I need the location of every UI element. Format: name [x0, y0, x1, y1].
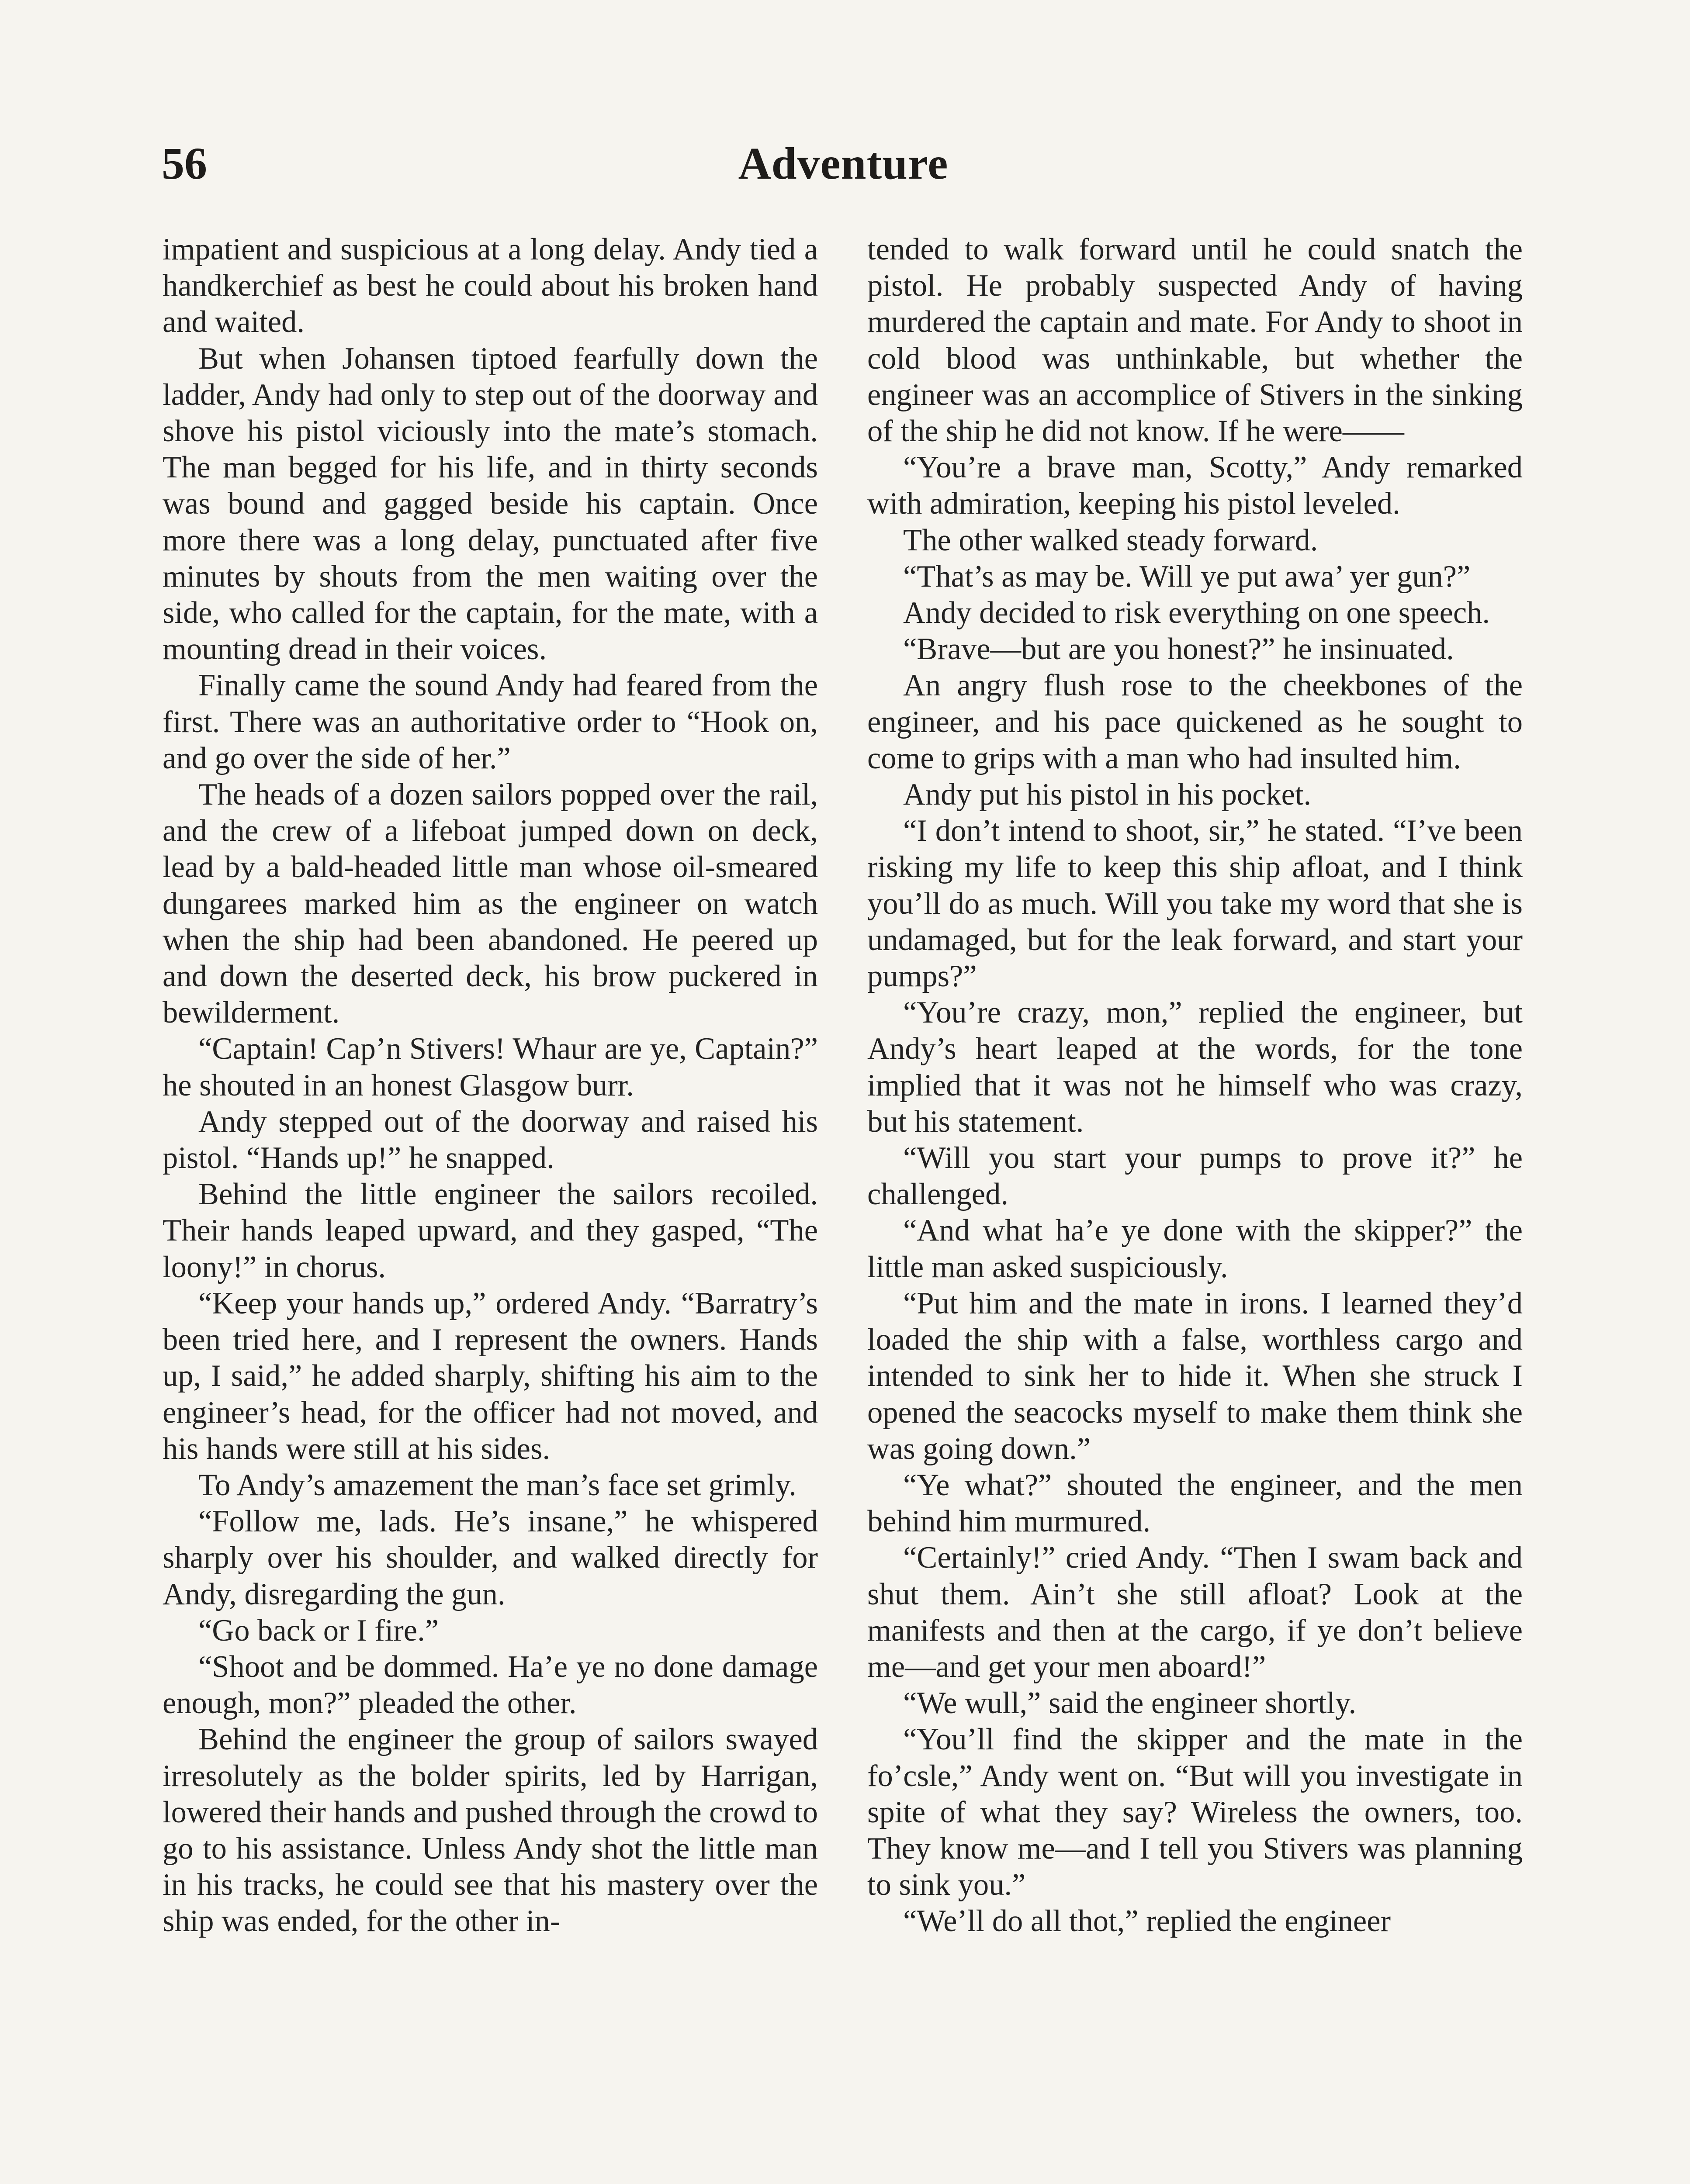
paragraph: “Will you start your pumps to prove it?” he challenged. — [867, 1141, 1523, 1212]
page-number: 56 — [162, 138, 207, 189]
paragraph: “And what ha’e ye done with the skipper?” the little man asked suspiciously. — [867, 1213, 1523, 1284]
paragraph: Behind the little engineer the sailors recoiled. Their hands leaped upward, and they gasped, “The loony!” in chorus. — [163, 1177, 818, 1284]
paragraph: “Captain! Cap’n Stivers! Whaur are ye, Captain?” he shouted in an honest Glasgow burr. — [163, 1032, 818, 1102]
paragraph: An angry flush rose to the cheekbones of the engineer, and his pace quickened as he sought to come to grips with a man who had insulted him. — [867, 668, 1523, 775]
paragraph: “You’ll find the skipper and the mate in the fo’csle,” Andy went on. “But will you investigate in spite of what they say? Wireless the owners, too. They know me—and I tell you Stivers was planning to sink you.” — [867, 1722, 1523, 1902]
magazine-title: Adventure — [738, 138, 949, 189]
paragraph: “We wull,” said the engineer shortly. — [903, 1686, 1357, 1721]
paragraph: “You’re a brave man, Scotty,” Andy remarked with admiration, keeping his pistol leveled. — [867, 450, 1523, 521]
paragraph: “Shoot and be dommed. Ha’e ye no done damage enough, mon?” pleaded the other. — [163, 1649, 818, 1721]
paragraph: Andy decided to risk everything on one speech. — [903, 596, 1490, 630]
paragraph: Finally came the sound Andy had feared from the first. There was an authoritative order to “Hook on, and go over the side of her.” — [163, 668, 818, 775]
right-text-column — [867, 232, 1523, 1940]
paragraph: “That’s as may be. Will ye put awa’ yer gun?” — [903, 559, 1471, 594]
paragraph: “Certainly!” cried Andy. “Then I swam back and shut them. Ain’t she still afloat? Look at the manifests and then at the cargo, if ye don’t believe me—and get your men aboard!” — [867, 1541, 1523, 1684]
left-text-column — [163, 232, 818, 1940]
paragraph: “I don’t intend to shoot, sir,” he stated. “I’ve been risking my life to keep this ship afloat, and I think you’ll do as much. Will you take my word that she is undamaged, but for the leak forward, and start your pumps?” — [867, 814, 1523, 994]
paragraph: “Ye what?” shouted the engineer, and the men behind him murmured. — [867, 1468, 1523, 1539]
paragraph: “Go back or I fire.” — [198, 1613, 439, 1648]
paragraph: Andy put his pistol in his pocket. — [903, 778, 1312, 812]
paragraph: But when Johansen tiptoed fearfully down the ladder, Andy had only to step out of the doorway and shove his pistol viciously into the mate’s stomach. The man begged for his life, and in thirty seconds was bound and gagged beside his captain. Once more there was a long delay, punctuated after five minutes by shouts from the men waiting over the side, who called for the captain, for the mate, with a mounting dread in their voices. — [163, 341, 818, 667]
paragraph: The other walked steady forward. — [903, 523, 1318, 557]
paragraph: “Put him and the mate in irons. I learned they’d loaded the ship with a false, worthless cargo and intended to sink her to hide it. When she struck I opened the seacocks myself to make them think she was going down.” — [867, 1286, 1523, 1466]
paragraph: Behind the engineer the group of sailors swayed irresolutely as the bolder spirits, led by Harrigan, lowered their hands and pushed through the crowd to go to his assistance. Unless Andy shot the little man in his tracks, he could see that his mastery over the ship was ended, for the other in- — [163, 1722, 818, 1939]
paragraph: The heads of a dozen sailors popped over the rail, and the crew of a lifeboat jumped down on deck, lead by a bald-headed little man whose oil-smeared dungarees marked him as the engineer on watch when the ship had been abandoned. He peered up and down the deserted deck, his brow puckered in bewilderment. — [163, 778, 818, 1030]
paragraph: tended to walk forward until he could snatch the pistol. He probably suspected Andy of having murdered the captain and mate. For Andy to shoot in cold blood was unthinkable, but whether the engineer was an accomplice of Stivers in the sinking of the ship he did not know. If he were—— — [867, 232, 1523, 449]
paragraph: “Keep your hands up,” ordered Andy. “Barratry’s been tried here, and I represent the owners. Hands up, I said,” he added sharply, shifting his aim to the engineer’s head, for the officer had not moved, and his hands were still at his sides. — [163, 1286, 818, 1466]
paragraph: “Follow me, lads. He’s insane,” he whispered sharply over his shoulder, and walked directly for Andy, disregarding the gun. — [163, 1504, 818, 1611]
paragraph: Andy stepped out of the doorway and raised his pistol. “Hands up!” he snapped. — [163, 1104, 818, 1175]
paragraph: “You’re crazy, mon,” replied the engineer, but Andy’s heart leaped at the words, for the tone implied that it was not he himself who was crazy, but his statement. — [867, 995, 1523, 1139]
page-header — [162, 138, 1525, 207]
paragraph: “Brave—but are you honest?” he insinuated. — [903, 632, 1454, 667]
paragraph: “We’ll do all thot,” replied the engineer — [903, 1904, 1391, 1939]
paragraph: impatient and suspicious at a long delay. Andy tied a handkerchief as best he could about his broken hand and waited. — [163, 232, 818, 339]
paragraph: To Andy’s amazement the man’s face set grimly. — [198, 1468, 797, 1502]
